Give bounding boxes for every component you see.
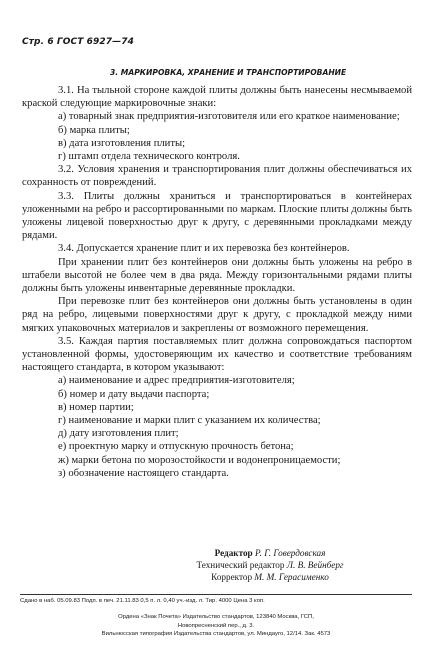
proofreader-role: Корректор bbox=[211, 572, 253, 582]
paragraph: 3.2. Условия хранения и транспортирования плит должны обеспечиваться их сохранность от повреждений. bbox=[22, 164, 412, 189]
list-item: ж) марки бетона по морозостойкости и водонепроницаемости; bbox=[58, 454, 341, 466]
credits-block bbox=[150, 547, 390, 583]
list-item: г) штамп отдела технического контроля. bbox=[58, 151, 240, 163]
publisher-line-2: Новопресненский пер., д. 3. bbox=[177, 622, 255, 629]
paragraph: 3.5. Каждая партия поставляемых плит должна сопровождаться паспортом установленной формы, удостоверяющим их качество и соответствие требованиям настоящего стандарта, в котором указывают: bbox=[22, 335, 412, 374]
editor-name: Р. Г. Говердовская bbox=[254, 548, 326, 558]
section-title: 3. МАРКИРОВКА, ХРАНЕНИЕ И ТРАНСПОРТИРОВАНИЕ bbox=[110, 68, 347, 77]
printer-line: Вильнюсская типография Издательства стандартов, ул. Миндауго, 12/14. Зак. 4573 bbox=[101, 631, 331, 638]
paragraph: При перевозке плит без контейнеров они должны быть установлены в один ряд на ребро, лицевыми поверхностями друг к другу, с прокладкой между ними мягких упаковочных материалов и закреплены от возможного перемещения. bbox=[22, 296, 412, 334]
running-head: Стр. 6 ГОСТ 6927—74 bbox=[22, 37, 134, 47]
section-body bbox=[22, 84, 412, 480]
editor-line bbox=[150, 547, 390, 559]
list-item: г) наименование и марки плит с указанием их количества; bbox=[58, 415, 321, 427]
tech-editor-role: Технический редактор bbox=[196, 560, 285, 570]
publisher-line-1: Ордена «Знак Почета» Издательство стандартов, 123840 Москва, ГСП, bbox=[118, 614, 314, 620]
editor-role: Редактор bbox=[214, 548, 253, 558]
list-item: з) обозначение настоящего стандарта. bbox=[58, 467, 229, 479]
paragraph: 3.4. Допускается хранение плит и их перевозка без контейнеров. bbox=[58, 243, 350, 255]
list-item: а) товарный знак предприятия-изготовителя или его краткое наименование; bbox=[58, 111, 400, 123]
paragraph: При хранении плит без контейнеров они должны быть уложены на ребро в штабели высотой не более чем в два ряда. Между горизонтальными рядами плиты должны быть уложены инвентарные деревянные прокладки. bbox=[22, 256, 412, 295]
list-item: в) дата изготовления плиты; bbox=[58, 137, 186, 149]
tech-editor-name: Л. В. Вейнберг bbox=[286, 560, 344, 570]
proofreader-line bbox=[150, 571, 390, 583]
list-item: д) дату изготовления плит; bbox=[58, 428, 179, 440]
list-item: а) наименование и адрес предприятия-изготовителя; bbox=[58, 375, 295, 387]
paragraph: 3.1. На тыльной стороне каждой плиты должны быть нанесены несмываемой краской следующие маркировочные знаки: bbox=[22, 85, 412, 110]
list-item: б) марка плиты; bbox=[58, 124, 130, 136]
list-item: в) номер партии; bbox=[58, 401, 134, 413]
publisher-block bbox=[20, 613, 412, 639]
paragraph: 3.3. Плиты должны храниться и транспортироваться в контейнерах уложенными на ребро и рассортированными по маркам. Плоские плиты должны быть уложены лицевой поверхностью друг к другу, с деревянными прокладками между рядами. bbox=[22, 190, 412, 242]
list-item: б) номер и дату выдачи паспорта; bbox=[58, 388, 210, 400]
imprint-divider bbox=[20, 594, 412, 595]
list-item: е) проектную марку и отпускную прочность бетона; bbox=[58, 441, 294, 453]
tech-editor-line bbox=[150, 559, 390, 571]
proofreader-name: М. М. Герасименко bbox=[254, 572, 329, 582]
imprint-line: Сдано в наб. 05.09.83 Подп. в печ. 21.11.83 0,5 п. л. 0,40 уч.-изд. л. Тир. 4000 Цена 3 коп. bbox=[20, 598, 265, 604]
